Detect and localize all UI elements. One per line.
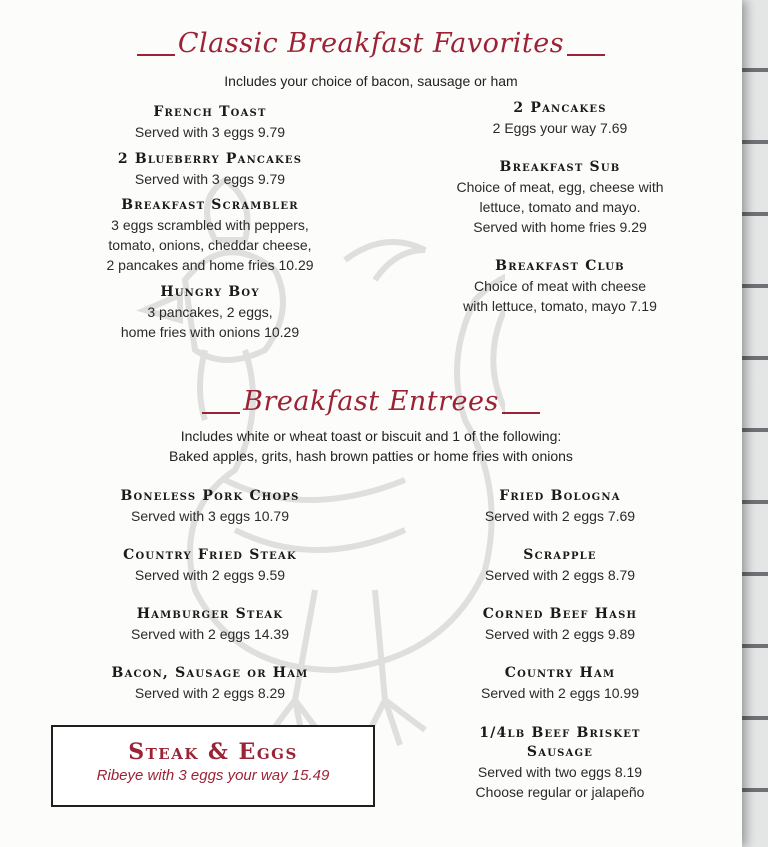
classic-section-title <box>0 28 742 59</box>
item-desc: Served with 2 eggs 7.69 <box>484 508 636 524</box>
item-desc-line: Served with two eggs 8.19 <box>477 764 643 780</box>
item-name: 2 Blueberry Pancakes <box>117 151 303 167</box>
item-name: 2 Pancakes <box>513 100 607 116</box>
menu-item-french-toast <box>40 103 380 142</box>
item-desc: Served with 2 eggs 14.39 <box>131 626 289 642</box>
menu-item-blueberry-pancakes <box>40 150 380 189</box>
title-rule-left <box>137 54 175 56</box>
item-name: Scrapple <box>523 547 597 563</box>
item-desc-line: 3 pancakes, 2 eggs, <box>147 304 273 320</box>
feature-name: Steak & Eggs <box>128 739 298 765</box>
item-desc: Served with 3 eggs 10.79 <box>131 508 289 524</box>
item-desc: Served with 2 eggs 8.79 <box>484 567 636 583</box>
menu-item-breakfast-scrambler <box>40 196 380 275</box>
item-name: Country Fried Steak <box>123 547 297 563</box>
title-rule-left <box>202 412 240 414</box>
steak-and-eggs-feature-box <box>51 725 375 807</box>
item-desc-line: 2 pancakes and home fries 10.29 <box>106 257 314 273</box>
entrees-section-title <box>0 386 742 417</box>
item-name-line: Sausage <box>526 744 594 760</box>
item-desc: Served with 2 eggs 8.29 <box>134 685 286 701</box>
item-desc-line: Served with home fries 9.29 <box>473 219 647 235</box>
title-rule-right <box>567 54 605 56</box>
item-desc-line: Choice of meat, egg, cheese with <box>456 179 664 195</box>
item-name: Breakfast Club <box>495 258 625 274</box>
menu-item-bacon-sausage-ham <box>40 664 380 703</box>
item-name: Breakfast Sub <box>499 159 621 175</box>
classic-intro: Includes your choice of bacon, sausage or ham <box>224 73 518 89</box>
item-name: Boneless Pork Chops <box>120 488 300 504</box>
item-name: French Toast <box>153 104 267 120</box>
item-name: Fried Bologna <box>499 488 621 504</box>
entrees-intro-line2: Baked apples, grits, hash brown patties or home fries with onions <box>169 448 573 464</box>
item-desc: Served with 3 eggs 9.79 <box>134 124 286 140</box>
item-name: Hungry Boy <box>160 284 260 300</box>
menu-item-breakfast-club <box>420 257 700 316</box>
entrees-intro-line1: Includes white or wheat toast or biscuit and 1 of the following: <box>180 428 562 444</box>
item-desc-line: Choose regular or jalapeño <box>475 784 645 800</box>
menu-item-breakfast-sub <box>420 158 700 237</box>
menu-item-hungry-boy <box>40 283 380 342</box>
item-desc-line: with lettuce, tomato, mayo 7.19 <box>463 298 657 314</box>
menu-item-boneless-pork-chops <box>40 487 380 526</box>
item-desc-line: Choice of meat with cheese <box>474 278 646 294</box>
menu-item-country-ham <box>420 664 700 703</box>
item-desc: Served with 2 eggs 10.99 <box>481 685 639 701</box>
menu-item-country-fried-steak <box>40 546 380 585</box>
menu-item-hamburger-steak <box>40 605 380 644</box>
menu-item-corned-beef-hash <box>420 605 700 644</box>
item-name-line: 1/4lb Beef Brisket <box>479 725 641 741</box>
menu-item-fried-bologna <box>420 487 700 526</box>
item-name: Breakfast Scrambler <box>121 197 299 213</box>
item-desc: Served with 2 eggs 9.59 <box>134 567 286 583</box>
item-desc-line: home fries with onions 10.29 <box>120 324 300 340</box>
item-desc: Served with 2 eggs 9.89 <box>484 626 636 642</box>
entrees-title-text: Breakfast Entrees <box>243 386 499 417</box>
item-name: Bacon, Sausage or Ham <box>111 665 309 681</box>
feature-desc: Ribeye with 3 eggs your way 15.49 <box>96 767 330 784</box>
item-name: Country Ham <box>504 665 616 681</box>
item-desc-line: lettuce, tomato and mayo. <box>479 199 641 215</box>
menu-item-two-pancakes <box>420 99 700 138</box>
item-desc-line: 3 eggs scrambled with peppers, <box>111 217 309 233</box>
item-name: Hamburger Steak <box>136 606 284 622</box>
item-name: Corned Beef Hash <box>482 606 638 622</box>
item-desc: Served with 3 eggs 9.79 <box>134 171 286 187</box>
title-rule-right <box>502 412 540 414</box>
classic-title-text: Classic Breakfast Favorites <box>177 28 565 59</box>
menu-item-scrapple <box>420 546 700 585</box>
item-desc: 2 Eggs your way 7.69 <box>492 120 628 136</box>
item-desc-line: tomato, onions, cheddar cheese, <box>108 237 312 253</box>
menu-item-beef-brisket-sausage <box>420 724 700 802</box>
